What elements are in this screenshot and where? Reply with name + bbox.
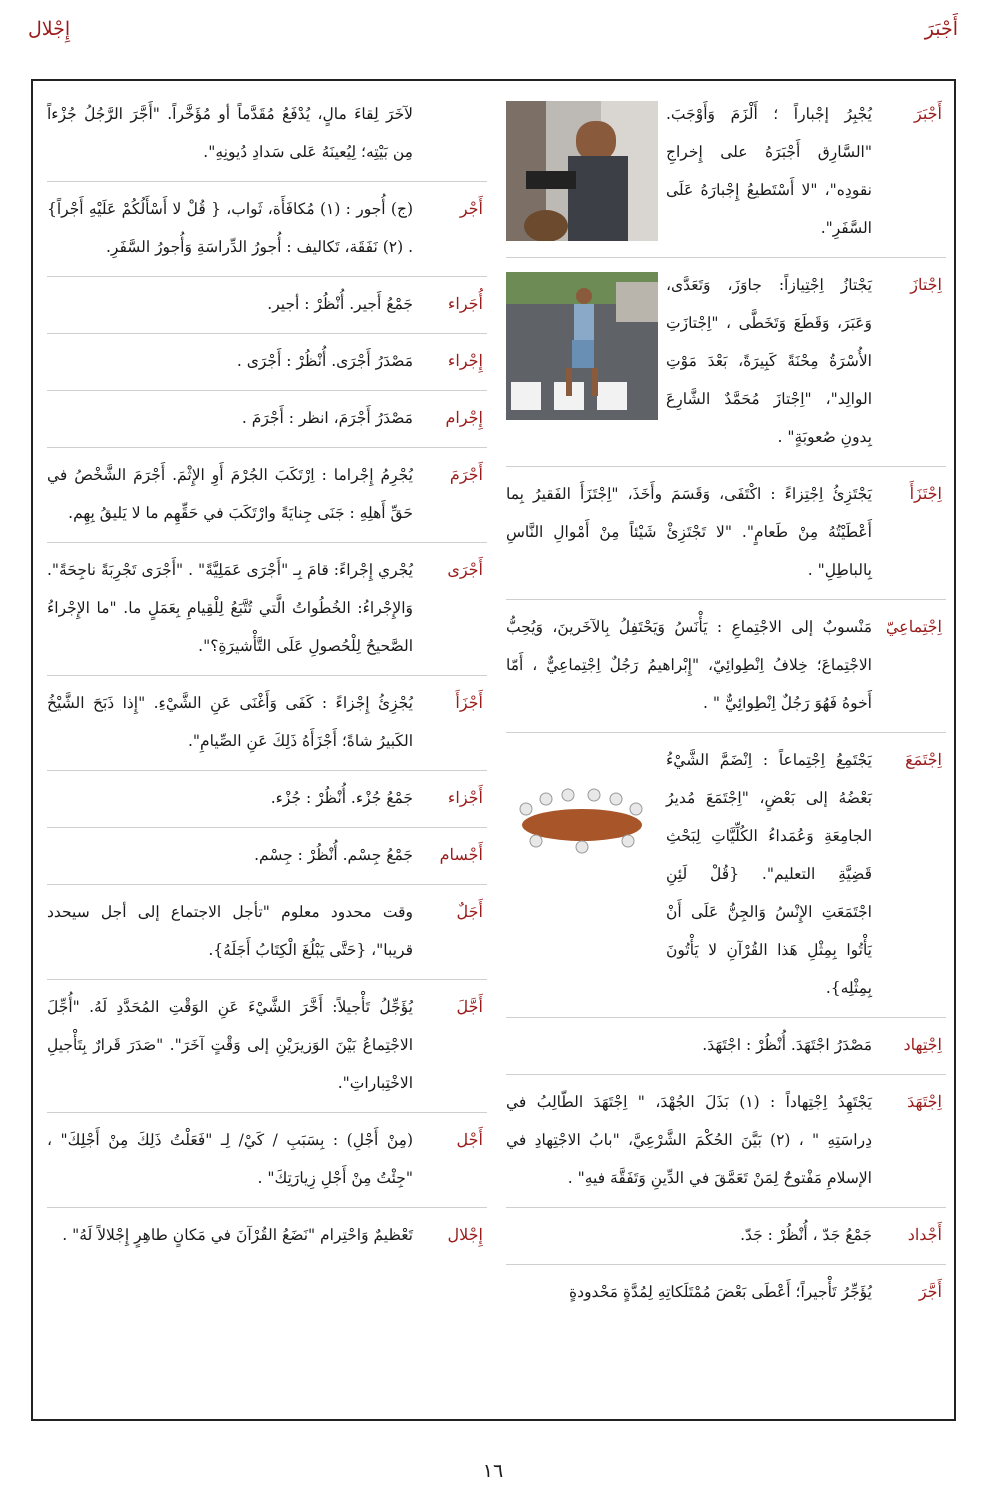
page-frame: [31, 79, 956, 1421]
definition: يُجْبِرُ إجْباراً ؛ أَلْزَمَ وَأَوْجَبَ. "السَّارِق أَجْبَرَهُ على إِخراجِ نقودِه"، "لا أَسْتَطيعُ إِجْبارَهُ عَلَى السَّفَرِ".: [666, 105, 872, 237]
definition: لآخَرَ لِقاءَ مالٍ، يُدْفَعُ مُقَدَّماً أو مُؤَخَّراً. "أَجَّرَ الرَّجُلُ جُزْءاً مِن بَيْتِه؛ لِيُعينَهُ عَلى سَدادِ دُيونِهِ".: [47, 105, 413, 161]
definition: يُؤَجِّلُ تَأْجيلاً: أَخَّرَ الشَّيْءَ عَنِ الوَقْتِ المُحَدَّدِ لَهُ. "أُجِّلَ الاجْتِماعُ بَيْنَ الوَزيرَيْنِ إلى وَقْتٍ آخَرَ". "صَدَرَ قَرارٌ بِتَأْجيلِ الاخْتِباراتِ".: [47, 998, 413, 1092]
guide-word-left: إِجْلال: [28, 18, 71, 40]
illustration-crossing-photo: [506, 272, 658, 424]
page-number: ١٦: [482, 1460, 504, 1482]
dictionary-entry: [47, 1113, 487, 1208]
headword: أَجْرَى: [447, 560, 483, 579]
definition: جَمْعُ جِسْم. أُنْظُرْ : جِسْم.: [254, 846, 413, 864]
definition: يَجْتَمِعُ اِجْتِماعاً : اِنْضَمَّ الشَّيْءُ بَعْضُهُ إلى بَعْضٍ، "اِجْتَمَعَ مُديرُ الجامِعَةِ وَعُمَداءُ الكُلِّيَّاتِ لِبَحْثِ قَضِيَّةِ التعليم". {قُلْ لَئِنِ اجْتَمَعَتِ الإِنْسُ وَالجِنُّ عَلَى أَنْ يَأْتُوا بِمِثْلِ هَذا القُرْآنِ لا يَأْتُونَ بِمِثْلِه}.: [666, 751, 872, 997]
dictionary-entry: [47, 885, 487, 980]
headword: إِجْلال: [447, 1225, 483, 1244]
headword: [413, 95, 487, 171]
headword: اِجْتِماعِيّ: [885, 617, 942, 636]
definition: يُجْري إِجْراءً: قامَ بِـ "أَجْرَى عَمَلِيَّةً" . "أَجْرَى تَجْرِبَةً ناجِحَةً". وَالإِجْراءُ: الخُطُواتُ الَّتي تُتَّبَعُ لِلْقِيامِ بِعَمَلٍ ما. "ما الإِجْراءُ الصَّحيحُ لِلْحُصولِ عَلَى التَّأْشيرَةِ؟".: [47, 561, 413, 655]
dictionary-entry: [47, 87, 487, 182]
dictionary-entry: [506, 1208, 946, 1265]
definition: يَجْتَزِئُ اِجْتِزاءً : اكْتَفَى، وَقَسَمَ وأَخَذَ، "اِجْتَزَأَ الفَقيرُ بِما أَعْطَيْتُهُ مِنْ طَعامٍ". "لا تَجْتَزِئْ شَيْئاً مِنْ أَمْوالِ النَّاسِ بِالباطِلِ" .: [506, 485, 872, 579]
headword: إِجْرام: [445, 408, 483, 427]
dictionary-entry: [47, 980, 487, 1113]
definition: مَنْسوبٌ إلى الاجْتِماعِ : يَأْنَسُ وَيَحْتَفِلُ بِالآخَرينَ، وَيُحِبُّ الاجْتِماعَ؛ خِلافُ اِنْطِوائِيّ، "إِبْراهيمُ رَجُلٌ اِجْتِماعِيٌّ ، أَمّا أَخوهُ فَهُوَ رَجُلٌ اِنْطِوائِيٌّ " .: [506, 618, 872, 712]
guide-word-right: أَجْبَرَ: [924, 18, 958, 40]
illustration-meeting-table: [506, 781, 658, 865]
illustration-robbery-photo: [506, 101, 658, 245]
headword: إِجْراء: [447, 351, 483, 370]
headword: اِجْتَمَعَ: [905, 750, 942, 769]
headword: اِجْتازَ: [910, 275, 942, 294]
headword: اِجْتَزَأَ: [909, 484, 942, 503]
dictionary-entry: [47, 391, 487, 448]
definition: مَصْدَرُ أَجْرَى. أُنْظُرْ : أَجْرَى .: [236, 352, 413, 370]
definition: جَمْعُ جُزْء. أُنْظُرْ : جُزْء.: [270, 789, 413, 807]
definition: مَصْدَرُ أَجْرَمَ، انظر : أَجْرَمَ .: [241, 409, 413, 427]
right-column: [506, 87, 946, 1413]
dictionary-entry: [506, 87, 946, 258]
definition: (ج) أُجور : (١) مُكافَأَة، ثَواب، { قُلْ لا أَسْأَلُكُمْ عَلَيْهِ أَجْراً} . (٢) نَفَقَة، تَكاليف : أُجورُ الدِّراسَةِ وَأُجورُ السَّفَرِ.: [47, 200, 413, 256]
dictionary-entry: [506, 1018, 946, 1075]
headword: أَجْداد: [907, 1225, 942, 1244]
dictionary-entry: [506, 733, 946, 1018]
dictionary-entry: [47, 1208, 487, 1264]
headword: أُجَراء: [447, 294, 483, 313]
headword: أَجْسام: [439, 845, 483, 864]
headword: اِجْتَهَدَ: [907, 1092, 942, 1111]
dictionary-entry: [506, 467, 946, 600]
dictionary-entry: [47, 828, 487, 885]
definition: جَمْعُ جَدّ ، أُنْظُرْ : جَدّ.: [740, 1226, 872, 1244]
definition: وقت محدود معلوم "تأجل الاجتماع إلى أجل سيحدد قريبا"، {حَتَّى يَبْلُغَ الْكِتَابُ أَجَلَهُ}.: [47, 903, 413, 959]
headword: أَجْل: [456, 1130, 483, 1149]
definition: مَصْدَرُ اجْتَهَدَ. أُنْظُرْ : اجْتَهَدَ.: [702, 1036, 872, 1054]
definition: يَجْتَهِدُ اِجْتِهاداً : (١) بَذَلَ الجُهْدَ، " اِجْتَهَدَ الطّالِبُ في دِراسَتِهِ " ، (٢) بَيَّنَ الحُكْمَ الشَّرْعِيَّ، "بابُ الاجْتِهادِ في الإسلامِ مَفْتوحٌ لِمَنْ تَعَمَّقَ في الدِّينِ وَتَفَقَّهَ فيهِ" .: [506, 1093, 872, 1187]
headword: أَجْزَأَ: [455, 693, 483, 712]
definition: (مِنْ أَجْلِ) : بِسَبَبِ / كَيْ/ لِـ "فَعَلْتُ ذَلِكَ مِنْ أَجْلِكَ" ، "جِئْتُ مِنْ أَجْلِ زِيارَتِكَ" .: [47, 1131, 413, 1187]
dictionary-entry: [506, 600, 946, 733]
dictionary-entry: [47, 182, 487, 277]
dictionary-entry: [506, 1265, 946, 1321]
dictionary-entry: [506, 258, 946, 467]
left-column: [47, 87, 487, 1413]
definition: يُؤَجِّرُ تَأْجيراً؛ أَعْطَى بَعْضَ مُمْتَلَكاتِهِ لِمُدَّةٍ مَحْدودةٍ: [569, 1283, 872, 1301]
dictionary-entry: [47, 543, 487, 676]
dictionary-entry: [47, 277, 487, 334]
dictionary-entry: [506, 1075, 946, 1208]
definition: جَمْعُ أَجير. أُنْظُرْ : أجير.: [267, 295, 413, 313]
definition: يُجْزِئُ إِجْزاءً : كَفَى وَأَغْنَى عَنِ الشَّيْءِ. "إِذا ذَبَحَ الشَّيْخُ الكَبيرُ شاةً؛ أَجْزَأَهُ ذَلِكَ عَنِ الصِّيامِ".: [47, 694, 413, 750]
definition: تَعْظيمٌ وَاحْتِرام "نَضَعُ القُرْآنَ في مَكانٍ طاهِرٍ إِجْلالاً لَهُ" .: [62, 1226, 413, 1244]
definition: يُجْرِمُ إِجْراما : اِرْتَكَبَ الجُرْمَ أَوِ الإِثْمَ. أَجْرَمَ الشَّخْصُ في حَقِّ أَهلِهِ : جَنَى جِنايَةً وارْتَكَبَ في حَقِّهِم ما لا يَليقُ بِهِم.: [47, 466, 413, 522]
headword: أَجَلٌ: [456, 902, 483, 921]
headword: أَجَّلَ: [456, 997, 483, 1016]
headword: أَجَّرَ: [918, 1282, 942, 1301]
headword: اِجْتِهاد: [903, 1035, 942, 1054]
dictionary-entry: [47, 448, 487, 543]
dictionary-entry: [47, 771, 487, 828]
definition: يَجْتازُ اِجْتِيازاً: جاوَزَ، وَتَعَدَّى، وَعَبَرَ، وَقَطَعَ وَتَخَطَّى ، "اِجْتازَتِ الأُسْرَةُ مِحْنَةً كَبِيرَةً، بَعْدَ مَوْتِ الوالِد"، "اِجْتازَ مُحَمَّدٌ الشَّارِعَ بِدونِ صُعوبَةٍ" .: [666, 276, 872, 446]
headword: أَجْزاء: [447, 788, 483, 807]
headword: أَجْبَرَ: [914, 104, 942, 123]
dictionary-entry: [47, 676, 487, 771]
headword: أَجْرَمَ: [449, 465, 483, 484]
dictionary-entry: [47, 334, 487, 391]
headword: أَجْر: [459, 199, 483, 218]
